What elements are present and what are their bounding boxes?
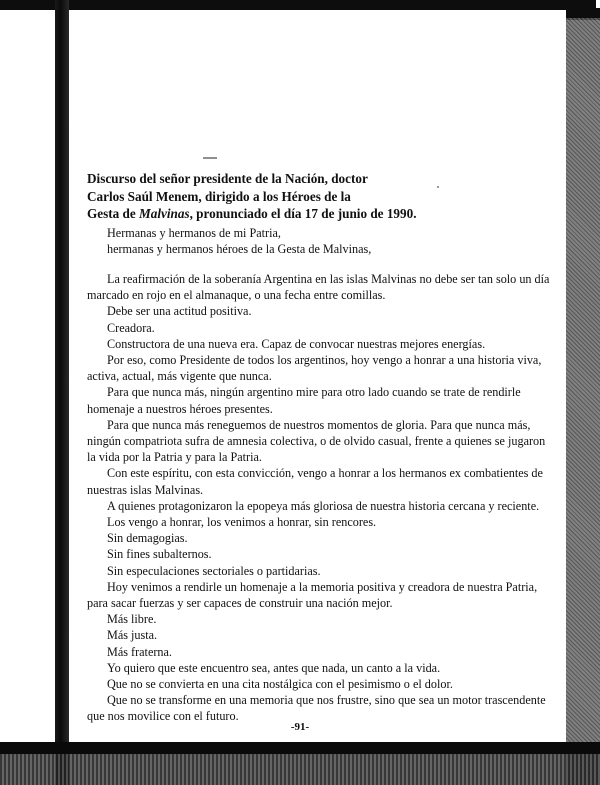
paragraph: Para que nunca más, ningún argentino mire para otro lado cuando se trate de rendirle homenaje a nuestros héroes presentes.	[87, 385, 521, 416]
scan-speck	[203, 157, 217, 159]
title-line-3-start: Gesta de	[87, 206, 140, 221]
paragraph: Sin especulaciones sectoriales o partidarias.	[107, 563, 321, 578]
paragraph: Más fraterna.	[107, 644, 172, 659]
salutation-line-2: hermanas y hermanos héroes de la Gesta de Malvinas,	[107, 242, 372, 256]
paragraph: Yo quiero que este encuentro sea, antes que nada, un canto a la vida.	[107, 660, 441, 675]
scan-edge-left	[55, 0, 69, 785]
title-line-3-end: , pronunciado el día 17 de junio de 1990.	[189, 206, 417, 221]
paragraph: Sin demagogias.	[107, 531, 188, 546]
paragraph: La reafirmación de la soberanía Argentina en las islas Malvinas no debe ser tan solo un día marcado en rojo en el almanaque, o una fecha entre comillas.	[87, 272, 550, 303]
paragraph: A quienes protagonizaron la epopeya más gloriosa de nuestra historia cercana y reciente.	[107, 498, 540, 513]
title-line-3	[87, 205, 547, 223]
page-number: -91-	[290, 721, 310, 733]
paragraph: Que no se convierta en una cita nostálgica con el pesimismo o el dolor.	[107, 677, 453, 692]
paragraph: Sin fines subalternos.	[107, 547, 212, 562]
speech-body	[87, 271, 557, 725]
title-line-2: Carlos Saúl Menem, dirigido a los Héroes de la	[87, 188, 351, 204]
scan-edge-right	[566, 18, 600, 785]
paragraph: Debe ser una actitud positiva.	[107, 304, 252, 319]
paragraph: Creadora.	[107, 320, 155, 335]
scan-edge-bottom-bar	[0, 742, 600, 754]
salutation-line-1: Hermanas y hermanos de mi Patria,	[107, 226, 281, 240]
paragraph: Para que nunca más reneguemos de nuestros momentos de gloria. Para que nunca más, ningún compatriota sufra de amnesia colectiva, o de olvido casual, frente a quienes se jugaron la vida por la Patria y para la Patria.	[87, 417, 546, 465]
paragraph: Más justa.	[107, 628, 158, 643]
scan-edge-top	[0, 0, 596, 10]
paragraph: Más libre.	[107, 612, 157, 627]
paragraph: Que no se transforme en una memoria que nos frustre, sino que sea un motor trascendente que nos movilice con el futuro.	[87, 693, 546, 724]
paragraph: Constructora de una nueva era. Capaz de convocar nuestras mejores energías.	[107, 336, 486, 351]
paragraph: Con este espíritu, con esta convicción, vengo a honrar a los hermanos ex combatientes de nuestras islas Malvinas.	[87, 466, 543, 497]
title-line-3-italic: Malvinas	[139, 206, 190, 221]
paragraph: Los vengo a honrar, los venimos a honrar, sin rencores.	[107, 515, 377, 530]
title-line-1: Discurso del señor presidente de la Nación, doctor	[87, 171, 368, 186]
scan-margin-left	[0, 0, 55, 785]
salutation	[107, 225, 547, 257]
paragraph: Hoy venimos a rendirle un homenaje a la memoria positiva y creadora de nuestra Patria, para sacar fuerzas y ser capaces de construir una nación mejor.	[87, 579, 538, 611]
paragraph: Por eso, como Presidente de todos los argentinos, hoy vengo a honrar a una historia viva, activa, actual, más vigente que nunca.	[87, 353, 542, 384]
speech-title	[87, 170, 547, 223]
